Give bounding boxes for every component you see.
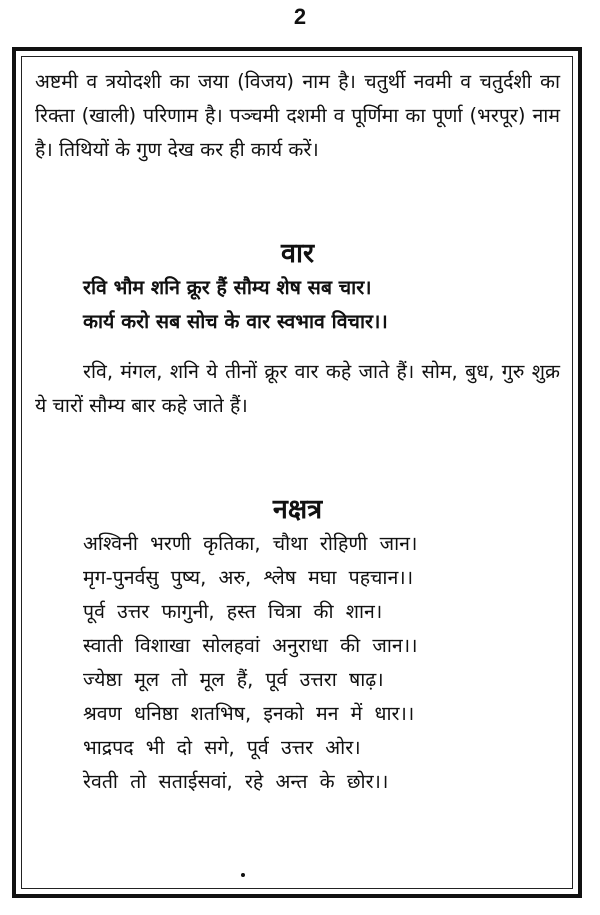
nakshatra-heading: नक्षत्र (272, 494, 323, 525)
verse-line: पूर्व उत्तर फागुनी, हस्त चित्रा की शान। (83, 600, 383, 623)
verse-line: कार्य करो सब सोच के वार स्वभाव विचार।। (83, 310, 388, 333)
page-inner-border (21, 56, 573, 889)
intro-section (35, 65, 560, 167)
nakshatra-verse (35, 527, 560, 799)
page-number: 2 (293, 4, 307, 29)
vaar-explanation: रवि, मंगल, शनि ये तीनों क्रूर वार कहे जाते हैं। सोम, बुध, गुरु शुक्र ये चारों सौम्य बार कहे जाते हैं। (35, 360, 560, 417)
vaar-heading: वार (280, 238, 315, 269)
print-speck (241, 873, 245, 877)
verse-line: ज्येष्ठा मूल तो मूल हैं, पूर्व उत्तरा षाढ़। (83, 668, 384, 691)
page-border-frame (12, 47, 582, 898)
vaar-section (35, 237, 560, 423)
verse-line: भाद्रपद भी दो सगे, पूर्व उत्तर ओर। (83, 736, 361, 759)
intro-paragraph: अष्टमी व त्रयोदशी का जया (विजय) नाम है। चतुर्थी नवमी व चतुर्दशी का रिक्ता (खाली) परिणाम है। पञ्चमी दशमी व पूर्णिमा का पूर्णा (भरपूर) नाम है। तिथियों के गुण देख कर ही कार्य करें। (35, 70, 560, 161)
verse-line: श्रवण धनिष्ठा शतभिष, इनको मन में धार।। (83, 702, 415, 725)
verse-line: स्वाती विशाखा सोलहवां अनुराधा की जान।। (83, 634, 418, 657)
verse-line: मृग-पुनर्वसु पुष्य, अरु, श्लेष मघा पहचान।। (83, 566, 414, 589)
nakshatra-section (35, 493, 560, 799)
verse-line: रेवती तो सताईसवां, रहे अन्त के छोर।। (83, 770, 389, 793)
verse-line: अश्विनी भरणी कृतिका, चौथा रोहिणी जान। (83, 532, 418, 555)
vaar-verse (35, 271, 560, 339)
verse-line: रवि भौम शनि क्रूर हैं सौम्य शेष सब चार। (83, 276, 372, 299)
